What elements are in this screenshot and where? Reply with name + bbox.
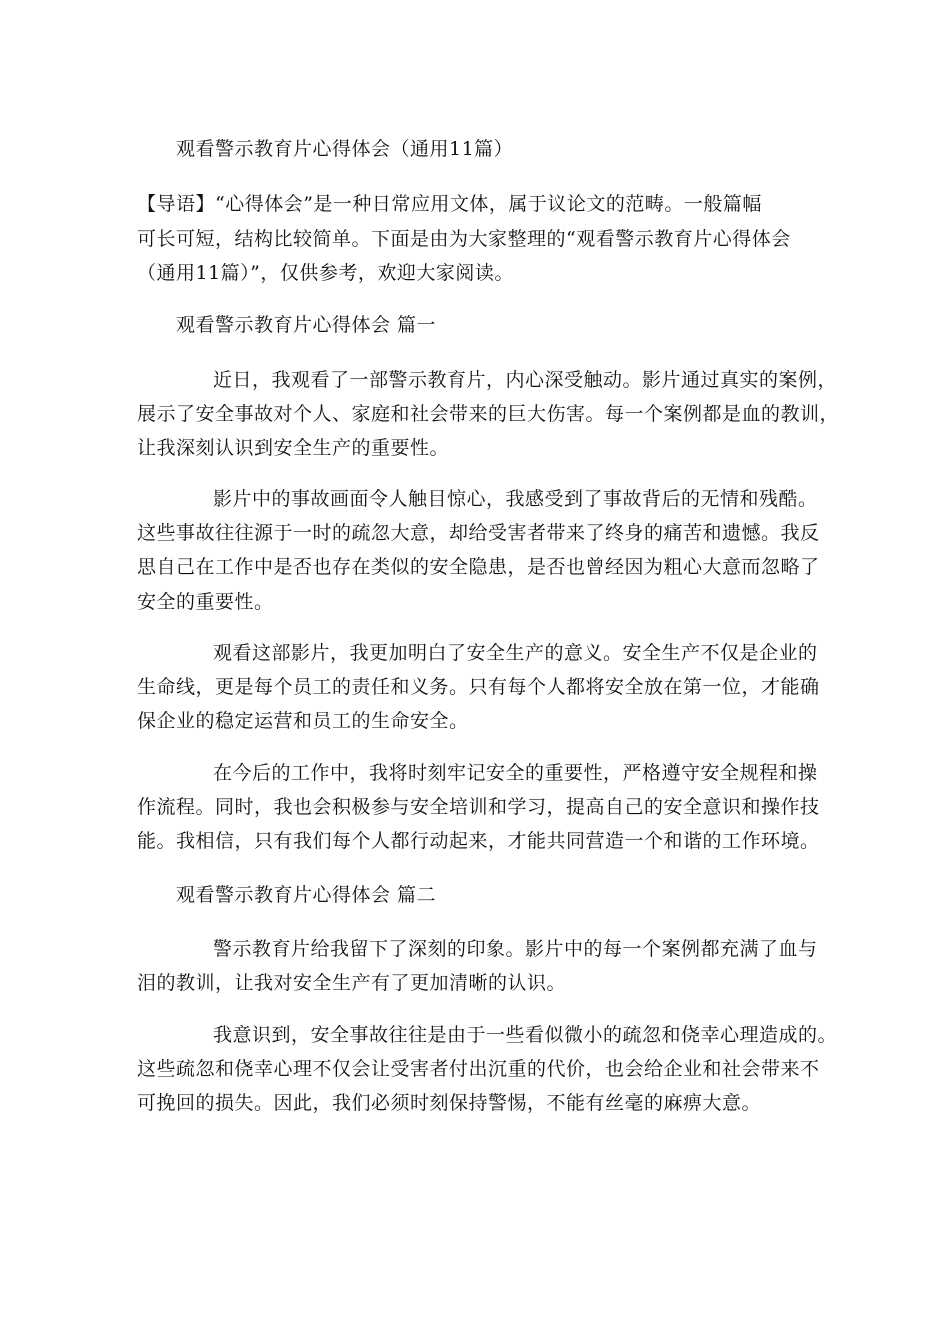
paragraph-line: 作流程。同时，我也会积极参与安全培训和学习，提高自己的安全意识和操作技 <box>137 796 820 818</box>
paragraph-line: 我意识到，安全事故往往是由于一些看似微小的疏忽和侥幸心理造成的。 <box>213 1024 838 1046</box>
paragraph-line: 警示教育片给我留下了深刻的印象。影片中的每一个案例都充满了血与 <box>213 938 818 960</box>
paragraph-line: 生命线，更是每个员工的责任和义务。只有每个人都将安全放在第一位，才能确 <box>137 676 820 698</box>
paragraph-line: 观看这部影片，我更加明白了安全生产的意义。安全生产不仅是企业的 <box>213 642 818 664</box>
paragraph-line: 在今后的工作中，我将时刻牢记安全的重要性，严格遵守安全规程和操 <box>213 762 818 784</box>
paragraph-line: 泪的教训，让我对安全生产有了更加清晰的认识。 <box>137 972 567 994</box>
paragraph-line: 能。我相信，只有我们每个人都行动起来，才能共同营造一个和谐的工作环境。 <box>137 830 820 852</box>
paragraph-line: 影片中的事故画面令人触目惊心，我感受到了事故背后的无情和残酷。 <box>213 488 818 510</box>
intro-line: 可长可短，结构比较简单。下面是由为大家整理的“观看警示教育片心得体会 <box>137 228 791 250</box>
paragraph-line: 这些事故往往源于一时的疏忽大意，却给受害者带来了终身的痛苦和遗憾。我反 <box>137 522 820 544</box>
document-title: 观看警示教育片心得体会（通用11篇） <box>176 138 514 160</box>
intro-line: 【导语】“心得体会”是一种日常应用文体，属于议论文的范畴。一般篇幅 <box>137 193 762 215</box>
paragraph-line: 近日，我观看了一部警示教育片，内心深受触动。影片通过真实的案例， <box>213 369 838 391</box>
paragraph-line: 思自己在工作中是否也存在类似的安全隐患，是否也曾经因为粗心大意而忽略了 <box>137 556 820 578</box>
section-heading: 观看警示教育片心得体会 篇二 <box>176 884 437 906</box>
paragraph-line: 展示了安全事故对个人、家庭和社会带来的巨大伤害。每一个案例都是血的教训， <box>137 403 840 425</box>
section-heading: 观看警示教育片心得体会 篇一 <box>176 314 437 336</box>
paragraph-line: 保企业的稳定运营和员工的生命安全。 <box>137 710 469 732</box>
paragraph-line: 这些疏忽和侥幸心理不仅会让受害者付出沉重的代价，也会给企业和社会带来不 <box>137 1058 820 1080</box>
paragraph-line: 可挽回的损失。因此，我们必须时刻保持警惕，不能有丝毫的麻痹大意。 <box>137 1092 762 1114</box>
paragraph-line: 让我深刻认识到安全生产的重要性。 <box>137 437 450 459</box>
paragraph-line: 安全的重要性。 <box>137 591 274 613</box>
intro-line: （通用11篇）”，仅供参考，欢迎大家阅读。 <box>137 262 514 284</box>
